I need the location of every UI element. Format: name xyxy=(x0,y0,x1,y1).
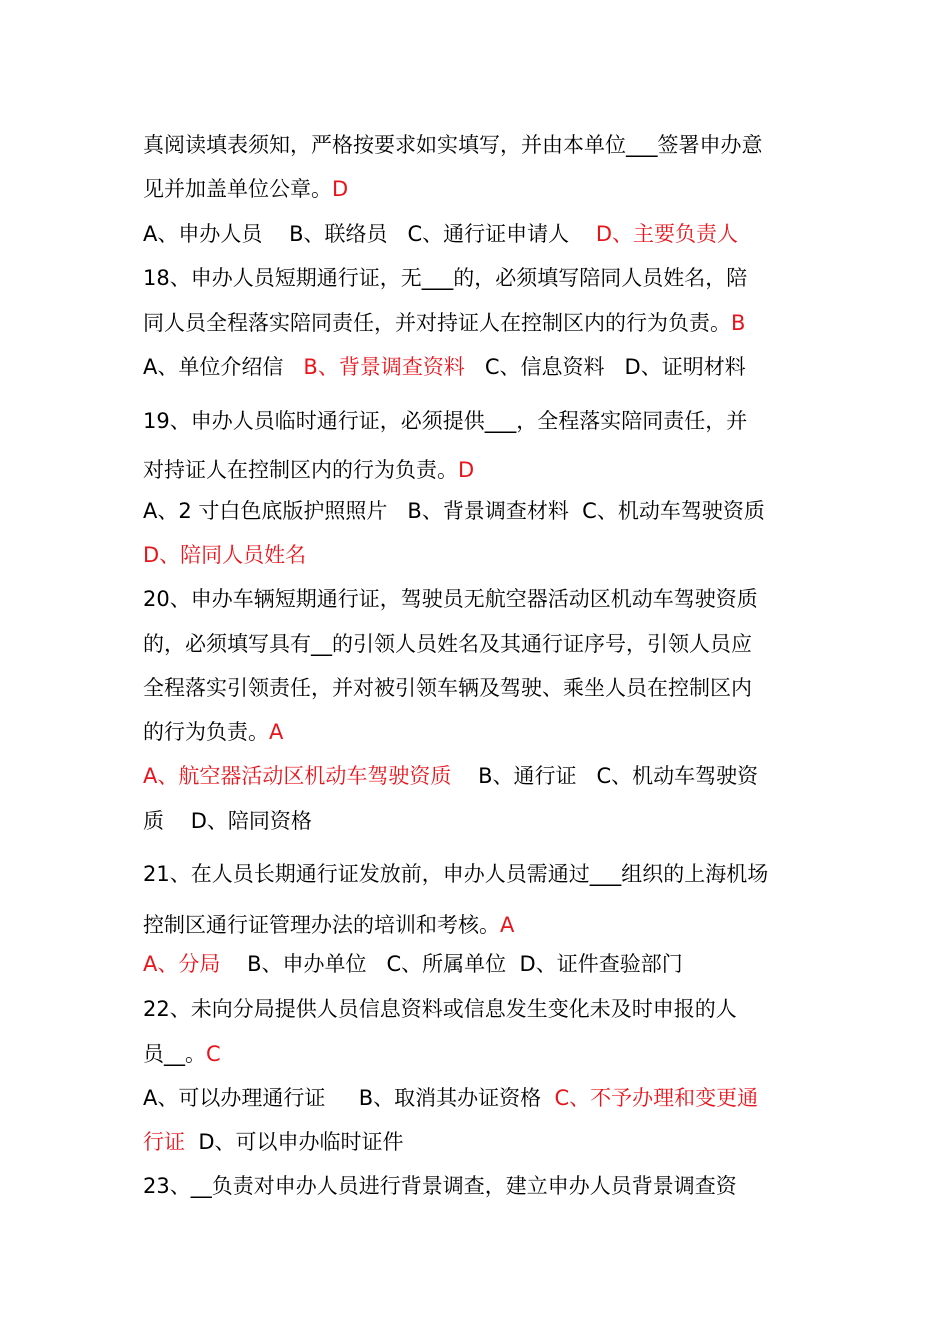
question-text: 19、申办人员临时通行证，必须提供___，全程落实陪同责任，并 xyxy=(143,409,748,433)
text-line xyxy=(143,131,763,159)
question-text: 质 D、陪同资格 xyxy=(143,809,312,833)
answer-text: C xyxy=(206,1042,221,1066)
question-text: C、信息资料 D、证明材料 xyxy=(464,355,746,379)
text-line xyxy=(143,1128,404,1156)
text-line xyxy=(143,407,747,435)
text-line xyxy=(143,995,737,1023)
question-text: 全程落实引领责任，并对被引领车辆及驾驶、乘坐人员在控制区内 xyxy=(143,676,752,700)
text-line xyxy=(143,718,283,746)
text-line xyxy=(143,353,746,381)
question-text: 的，必须填写具有__的引领人员姓名及其通行证序号，引领人员应 xyxy=(143,632,752,656)
question-text: 23、__负责对申办人员进行背景调查，建立申办人员背景调查资 xyxy=(143,1174,737,1198)
question-text: 21、在人员长期通行证发放前，申办人员需通过___组织的上海机场 xyxy=(143,862,769,886)
question-text: 的行为负责。 xyxy=(143,720,269,744)
text-line xyxy=(143,541,306,569)
text-line xyxy=(143,1084,758,1112)
question-text: D、可以申办临时证件 xyxy=(185,1130,404,1154)
answer-text: B xyxy=(731,311,746,335)
text-line xyxy=(143,807,312,835)
answer-text: A xyxy=(269,720,284,744)
answer-text: A xyxy=(500,913,515,937)
text-line xyxy=(143,860,768,888)
answer-text: D xyxy=(458,458,475,482)
answer-text: D xyxy=(332,177,349,201)
question-text: 员__。 xyxy=(143,1042,206,1066)
text-line xyxy=(143,175,348,203)
text-line xyxy=(143,220,738,248)
text-line xyxy=(143,264,747,292)
question-text: 见并加盖单位公章。 xyxy=(143,177,332,201)
text-line xyxy=(143,911,514,939)
question-text: B、通行证 C、机动车驾驶资 xyxy=(451,764,759,788)
text-line xyxy=(143,950,683,978)
text-line xyxy=(143,309,745,337)
question-text: A、单位介绍信 xyxy=(143,355,304,379)
answer-text: D、陪同人员姓名 xyxy=(143,543,307,567)
text-line xyxy=(143,674,752,702)
text-line xyxy=(143,1040,221,1068)
text-line xyxy=(143,585,758,613)
text-line xyxy=(143,1172,737,1200)
answer-text: D、主要负责人 xyxy=(595,222,739,246)
text-line xyxy=(143,762,758,790)
question-text: A、2 寸白色底版护照照片 B、背景调查材料 C、机动车驾驶资质 xyxy=(143,499,765,523)
question-text: 控制区通行证管理办法的培训和考核。 xyxy=(143,913,500,937)
question-text: 真阅读填表须知，严格按要求如实填写，并由本单位___签署申办意 xyxy=(143,133,763,157)
question-text: 18、申办人员短期通行证，无___的，必须填写陪同人员姓名，陪 xyxy=(143,266,748,290)
question-text: 20、申办车辆短期通行证，驾驶员无航空器活动区机动车驾驶资质 xyxy=(143,587,758,611)
text-line xyxy=(143,630,752,658)
text-line xyxy=(143,456,474,484)
question-text: 对持证人在控制区内的行为负责。 xyxy=(143,458,458,482)
answer-text: C、不予办理和变更通 xyxy=(554,1086,759,1110)
answer-text: A、航空器活动区机动车驾驶资质 xyxy=(143,764,452,788)
answer-text: 行证 xyxy=(143,1130,185,1154)
question-text: A、申办人员 B、联络员 C、通行证申请人 xyxy=(143,222,596,246)
question-text: B、申办单位 C、所属单位 D、证件查验部门 xyxy=(220,952,683,976)
answer-text: A、分局 xyxy=(143,952,221,976)
answer-text: B、背景调查资料 xyxy=(303,355,465,379)
question-text: 同人员全程落实陪同责任，并对持证人在控制区内的行为负责。 xyxy=(143,311,731,335)
question-text: 22、未向分局提供人员信息资料或信息发生变化未及时申报的人 xyxy=(143,997,737,1021)
question-text: A、可以办理通行证 B、取消其办证资格 xyxy=(143,1086,555,1110)
text-line xyxy=(143,497,765,525)
